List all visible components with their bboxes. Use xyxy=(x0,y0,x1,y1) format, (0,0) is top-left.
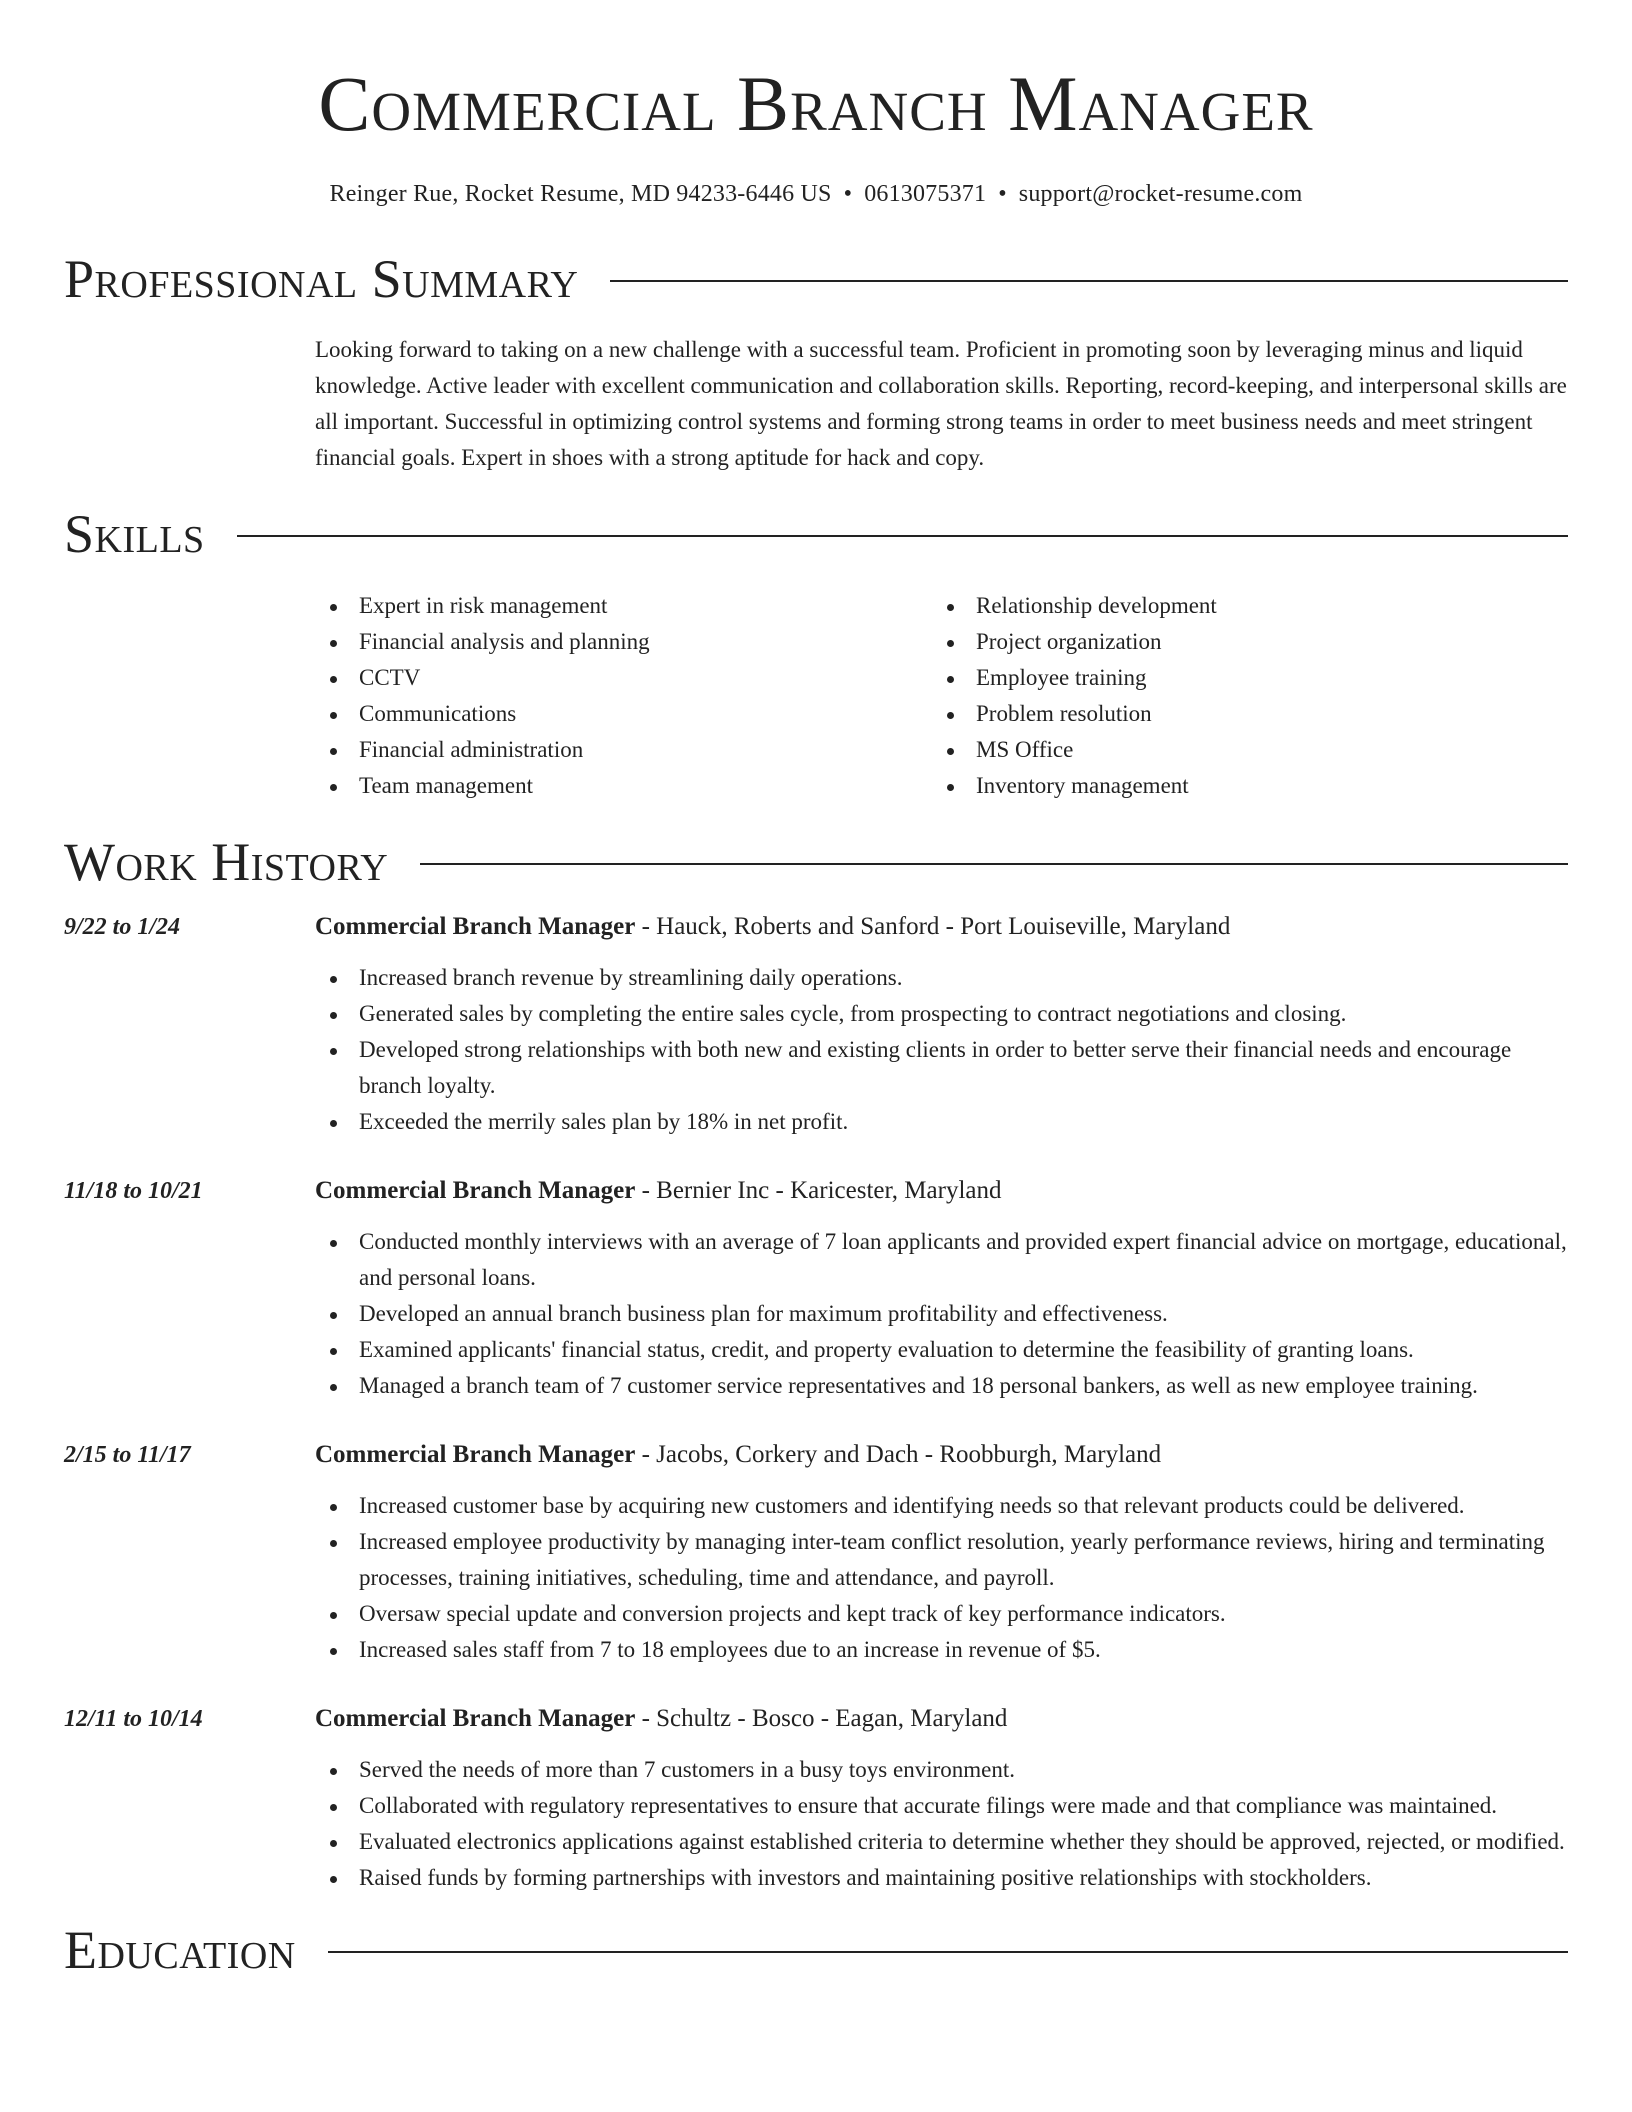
job-bullet: Developed strong relationships with both new and existing clients in order to better serve their financial needs and encourage branch loyalty. xyxy=(315,1032,1568,1104)
skill-item: Problem resolution xyxy=(932,696,1549,732)
contact-address: Reinger Rue, Rocket Resume, MD 94233-6446 US xyxy=(329,181,832,207)
job-heading xyxy=(315,1702,1568,1736)
section-divider xyxy=(610,280,1568,282)
job-bullet: Oversaw special update and conversion projects and kept track of key performance indicators. xyxy=(315,1596,1568,1632)
job-dates: 9/22 to 1/24 xyxy=(64,914,181,940)
job-heading xyxy=(315,910,1568,944)
job-bullet: Exceeded the merrily sales plan by 18% in net profit. xyxy=(315,1104,1568,1140)
contact-phone: 0613075371 xyxy=(864,181,987,207)
job-bullet: Increased employee productivity by managing inter-team conflict resolution, yearly performance reviews, hiring and terminating processes, training initiatives, scheduling, time and attendance, and payroll. xyxy=(315,1524,1568,1596)
job-bullet: Increased customer base by acquiring new customers and identifying needs so that relevant products could be delivered. xyxy=(315,1488,1568,1524)
job-role: Commercial Branch Manager xyxy=(315,1441,636,1468)
job-dates: 2/15 to 11/17 xyxy=(64,1442,191,1468)
skill-item: Employee training xyxy=(932,660,1549,696)
job-details: - Bernier Inc - Karicester, Maryland xyxy=(635,1177,1002,1204)
job-details: - Hauck, Roberts and Sanford - Port Louiseville, Maryland xyxy=(635,913,1231,940)
job-bullets xyxy=(315,1224,1568,1404)
section-divider xyxy=(237,535,1568,537)
summary-body xyxy=(315,332,1568,476)
skills-header xyxy=(64,504,1568,564)
contact-separator: • xyxy=(843,181,853,207)
work-history-header xyxy=(64,832,1568,892)
job-bullet: Served the needs of more than 7 customers in a busy toys environment. xyxy=(315,1752,1568,1788)
summary-header xyxy=(64,249,1568,309)
summary-section xyxy=(0,249,1632,476)
skill-item: Communications xyxy=(315,696,932,732)
skill-item: CCTV xyxy=(315,660,932,696)
job-bullet: Examined applicants' financial status, credit, and property evaluation to determine the feasibility of granting loans. xyxy=(315,1332,1568,1368)
job-details: - Schultz - Bosco - Eagan, Maryland xyxy=(635,1705,1008,1732)
job-bullet: Increased sales staff from 7 to 18 employees due to an increase in revenue of $5. xyxy=(315,1632,1568,1668)
job-heading xyxy=(315,1174,1568,1208)
skills-list xyxy=(315,588,1568,804)
job-bullet: Increased branch revenue by streamlining daily operations. xyxy=(315,960,1568,996)
education-section xyxy=(0,1920,1632,1980)
section-divider xyxy=(420,863,1568,865)
job-dates: 11/18 to 10/21 xyxy=(64,1178,203,1204)
contact-separator: • xyxy=(998,181,1007,207)
skill-item: Financial analysis and planning xyxy=(315,624,932,660)
skill-item: MS Office xyxy=(932,732,1549,768)
contact-email: support@rocket-resume.com xyxy=(1018,181,1303,207)
summary-text: Looking forward to taking on a new challenge with a successful team. Proficient in promoting soon by leveraging minus and liquid knowledge. Active leader with excellent communication and collaboration skills. Reporting, record-keeping, and interpersonal skills are all important. Successful in optimizing control systems and forming strong teams in order to meet business needs and meet stringent financial goals. Expert in shoes with a strong aptitude for hack and copy. xyxy=(315,337,1567,470)
job-entry xyxy=(0,1702,1632,1896)
job-bullets xyxy=(315,1488,1568,1668)
job-dates: 12/11 to 10/14 xyxy=(64,1706,203,1732)
resume-title: Commercial Branch Manager xyxy=(318,60,1314,147)
job-bullet: Evaluated electronics applications against established criteria to determine whether they should be approved, rejected, or modified. xyxy=(315,1824,1568,1860)
skills-column-right xyxy=(932,588,1549,804)
job-entry xyxy=(0,1438,1632,1668)
job-bullet: Developed an annual branch business plan for maximum profitability and effectiveness. xyxy=(315,1296,1568,1332)
skills-column-left xyxy=(315,588,932,804)
skills-section xyxy=(0,504,1632,804)
job-heading xyxy=(315,1438,1568,1472)
skill-item: Inventory management xyxy=(932,768,1549,804)
work-history-title: Work History xyxy=(64,832,389,892)
skill-item: Team management xyxy=(315,768,932,804)
job-bullets xyxy=(315,1752,1568,1896)
job-role: Commercial Branch Manager xyxy=(315,1705,636,1732)
skill-item: Project organization xyxy=(932,624,1549,660)
job-role: Commercial Branch Manager xyxy=(315,913,636,940)
job-entry xyxy=(0,1174,1632,1404)
section-divider xyxy=(328,1951,1568,1953)
job-entry xyxy=(0,910,1632,1140)
skill-item: Expert in risk management xyxy=(315,588,932,624)
skill-item: Relationship development xyxy=(932,588,1549,624)
job-details: - Jacobs, Corkery and Dach - Roobburgh, Maryland xyxy=(635,1441,1162,1468)
job-bullet: Raised funds by forming partnerships with investors and maintaining positive relationships with stockholders. xyxy=(315,1860,1568,1896)
contact-line xyxy=(0,179,1632,209)
skill-item: Financial administration xyxy=(315,732,932,768)
skills-title: Skills xyxy=(64,504,205,564)
work-history-section xyxy=(0,832,1632,1896)
education-header xyxy=(64,1920,1568,1980)
job-bullet: Collaborated with regulatory representatives to ensure that accurate filings were made and that compliance was maintained. xyxy=(315,1788,1568,1824)
job-role: Commercial Branch Manager xyxy=(315,1177,636,1204)
job-bullets xyxy=(315,960,1568,1140)
job-bullet: Conducted monthly interviews with an average of 7 loan applicants and provided expert financial advice on mortgage, educational, and personal loans. xyxy=(315,1224,1568,1296)
education-title: Education xyxy=(64,1920,296,1980)
summary-title: Professional Summary xyxy=(64,249,579,309)
job-bullet: Generated sales by completing the entire sales cycle, from prospecting to contract negotiations and closing. xyxy=(315,996,1568,1032)
job-bullet: Managed a branch team of 7 customer service representatives and 18 personal bankers, as well as new employee training. xyxy=(315,1368,1568,1404)
